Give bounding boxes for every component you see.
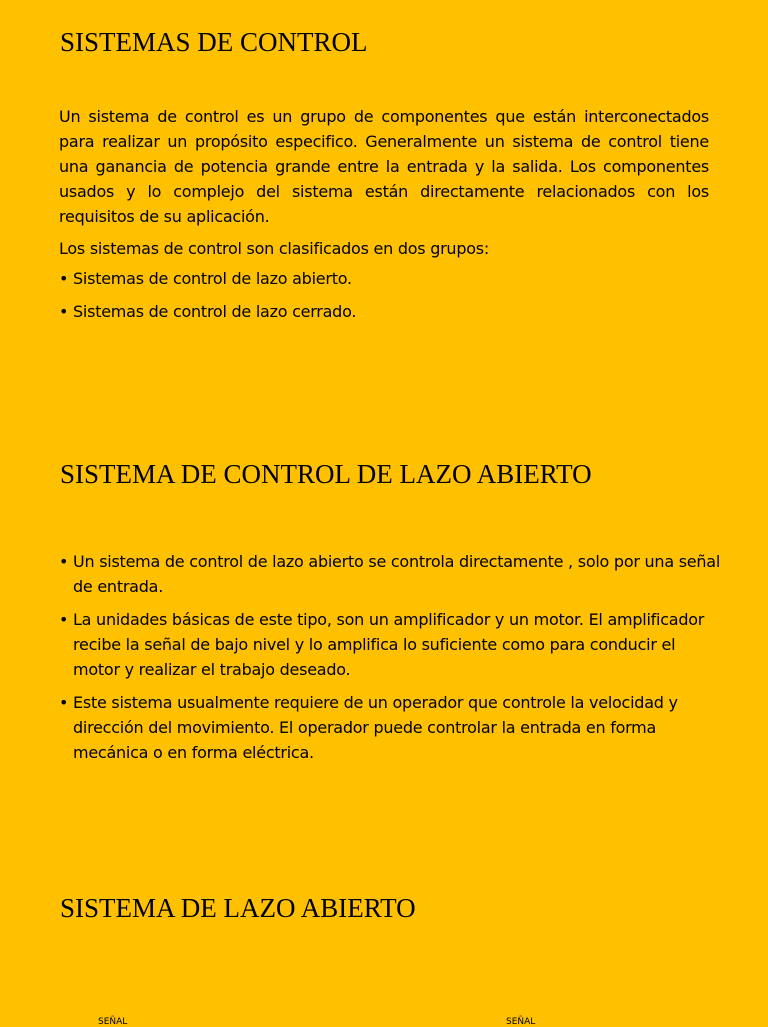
classification-intro: Los sistemas de control son clasificados en dos grupos: [59,239,489,258]
list-item [59,266,719,291]
slide-title: SISTEMAS DE CONTROL [60,27,368,57]
list-item [59,690,719,765]
input-signal-label: SEÑAL [98,1017,128,1027]
slide-title: SISTEMA DE CONTROL DE LAZO ABIERTO [60,459,592,489]
open-loop-list [59,549,719,773]
list-item [59,607,719,682]
list-item [59,549,719,599]
list-item [59,299,719,324]
list-item-text: Sistemas de control de lazo cerrado. [73,302,357,321]
slide-sistema-lazo-abierto [0,840,768,1027]
list-item-text: Un sistema de control de lazo abierto se controla directamente , solo por una señal de entrada. [73,552,721,596]
bullet-icon: • [59,693,69,712]
definition-paragraph: Un sistema de control es un grupo de componentes que están interconectados para realizar un propósito especifico. Generalmente un sistema de control tiene una ganancia de potencia grande entre la entrada y la salida. Los componentes usados y lo complejo del sistema están directamente relacionados con los requisitos de su aplicación. [59,107,709,226]
list-item-text: Este sistema usualmente requiere de un operador que controle la velocidad y dirección del movimiento. El operador puede controlar la entrada en forma mecánica o en forma eléctrica. [73,693,678,762]
list-item-text: Sistemas de control de lazo abierto. [73,269,352,288]
classification-list [59,266,719,332]
output-signal-label: SEÑAL [506,1017,536,1027]
bullet-icon: • [59,610,69,629]
bullet-icon: • [59,302,69,321]
bullet-icon: • [59,552,69,571]
list-item-text: La unidades básicas de este tipo, son un amplificador y un motor. El amplificador recibe la señal de bajo nivel y lo amplifica lo suficiente como para conducir el motor y realizar el trabajo deseado. [73,610,705,679]
slide-title: SISTEMA DE LAZO ABIERTO [60,893,416,923]
slide-lazo-abierto [0,420,768,840]
bullet-icon: • [59,269,69,288]
slide-sistemas-de-control [0,0,768,420]
